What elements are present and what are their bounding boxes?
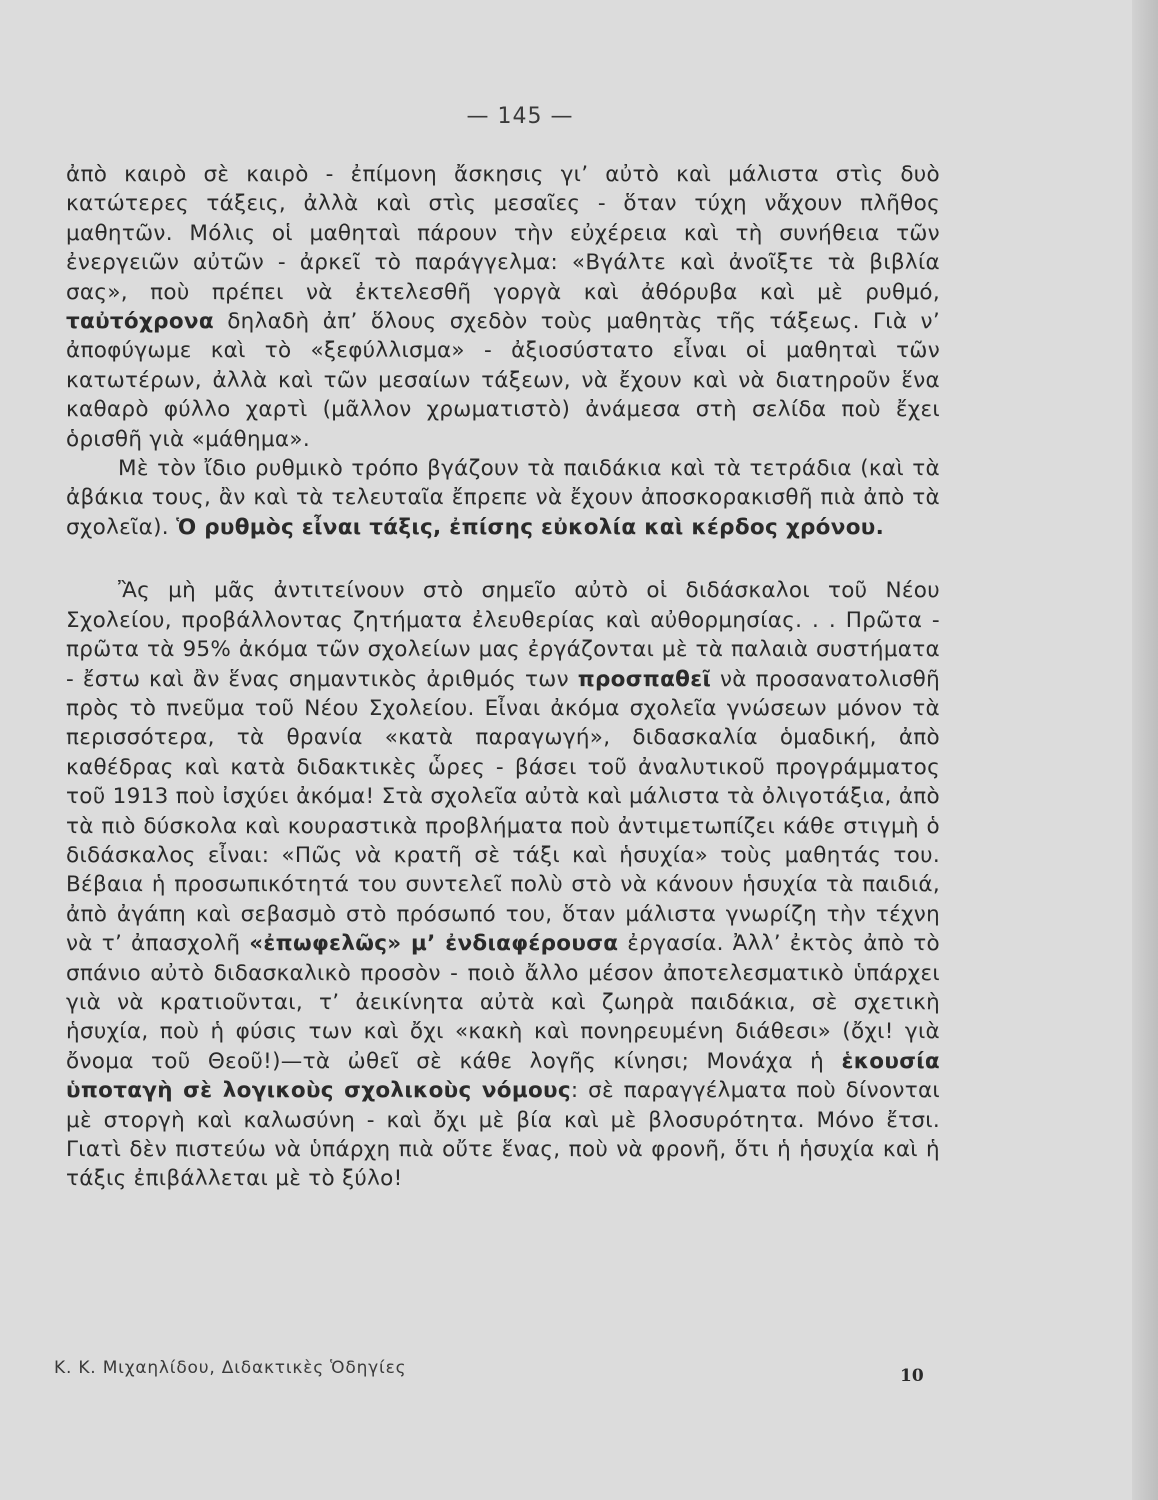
emphasis-text: ταὐτόχρονα bbox=[66, 309, 214, 335]
signature-number: 10 bbox=[900, 1366, 924, 1386]
paragraph-3 bbox=[66, 576, 940, 1194]
emphasis-text: ἑκουσία ὑποταγὴ σὲ λογικοὺς σχολικοὺς νόμους bbox=[66, 1048, 940, 1104]
body-run: : σὲ παραγγέλματα ποὺ δίνονται μὲ στοργὴ καὶ καλωσύνη - καὶ ὄχι μὲ βία καὶ μὲ βλοσυρότητα. Μόνο ἔτσι. Γιατὶ δὲν πιστεύω νὰ ὑπάρχη πιὰ οὔτε ἕνας, ποὺ νὰ φρονῆ, ὅτι ἡ ἡσυχία καὶ ἡ τάξις ἐπιβάλλεται μὲ τὸ ξύλο! bbox=[66, 1078, 940, 1192]
emphasis-text: «ἐπωφελῶς» μ’ ἐνδιαφέρουσα bbox=[249, 931, 619, 957]
body-run: Μὲ τὸν ἴδιο ρυθμικὸ τρόπο βγάζουν τὰ παιδάκια καὶ τὰ τετράδια (καὶ τὰ ἀβάκια τους, ἂν καὶ τὰ τελευταῖα ἔπρεπε νὰ ἔχουν ἀποσκορακισθῆ πιὰ ἀπὸ τὰ σχολεῖα). bbox=[66, 456, 940, 540]
body-text bbox=[66, 160, 940, 1194]
body-run: ἐργασία. Ἀλλ’ ἐκτὸς ἀπὸ τὸ σπάνιο αὐτὸ διδασκαλικὸ προσὸν - ποιὸ ἄλλο μέσον ἀποτελεσματικὸ ὑπάρχει γιὰ νὰ κρατιοῦνται, τ’ ἀεικίνητα αὐτὰ καὶ ζωηρὰ παιδάκια, σὲ σχετικὴ ἡσυχία, ποὺ ἡ φύσις των καὶ ὄχι «κακὴ καὶ πονηρευμένη διάθεσι» (ὄχι! γιὰ ὄνομα τοῦ Θεοῦ!)—τὰ ὠθεῖ σὲ κάθε λογῆς κίνησι; Μονάχα ἡ bbox=[66, 931, 940, 1074]
body-run: Ἂς μὴ μᾶς ἀντιτείνουν στὸ σημεῖο αὐτὸ οἱ διδάσκαλοι τοῦ Νέου Σχολείου, προβάλλοντας ζητήματα ἐλευθερίας καὶ αὐθορμησίας. . . Πρῶτα - πρῶτα τὰ 95% ἀκόμα τῶν σχολείων μας ἐργάζονται μὲ τὰ παλαιὰ συστήματα - ἔστω καὶ ἂν ἕνας σημαντικὸς ἀριθμός των bbox=[66, 578, 940, 692]
body-run: δηλαδὴ ἀπ’ ὅλους σχεδὸν τοὺς μαθητὰς τῆς τάξεως. Γιὰ ν’ ἀποφύγωμε καὶ τὸ «ξεφύλλισμα» - ἀξιοσύστατο εἶναι οἱ μαθηταὶ τῶν κατωτέρων, ἀλλὰ καὶ τῶν μεσαίων τάξεων, νὰ ἔχουν καὶ νὰ διατηροῦν ἕνα καθαρὸ φύλλο χαρτὶ (μᾶλλον χρωματιστὸ) ἀνάμεσα στὴ σελίδα ποὺ ἔχει ὁρισθῆ γιὰ «μάθημα». bbox=[66, 309, 940, 452]
emphasis-text: Ὁ ρυθμὸς εἶναι τάξις, ἐπίσης εὐκολία καὶ κέρδος χρόνου. bbox=[176, 514, 885, 540]
paragraph-1 bbox=[66, 160, 940, 454]
body-run: νὰ προσανατολισθῆ πρὸς τὸ πνεῦμα τοῦ Νέου Σχολείου. Εἶναι ἀκόμα σχολεῖα γνώσεων μόνον τὰ περισσότερα, τὰ θρανία «κατὰ παραγωγή», διδασκαλία ὁμαδική, ἀπὸ καθέδρας καὶ κατὰ διδακτικὲς ὧρες - βάσει τοῦ ἀναλυτικοῦ προγράμματος τοῦ 1913 ποὺ ἰσχύει ἀκόμα! Στὰ σχολεῖα αὐτὰ καὶ μάλιστα τὰ ὀλιγοτάξια, ἀπὸ τὰ πιὸ δύσκολα καὶ κουραστικὰ προβλήματα ποὺ ἀντιμετωπίζει κάθε στιγμὴ ὁ διδάσκαλος εἶναι: «Πῶς νὰ κρατῆ σὲ τάξι καὶ ἡσυχία» τοὺς μαθητάς του. Βέβαια ἡ προσωπικότητά του συντελεῖ πολὺ στὸ νὰ κάνουν ἡσυχία τὰ παιδιά, ἀπὸ ἀγάπη καὶ σεβασμὸ στὸ πρόσωπό του, ὅταν μάλιστα γνωρίζη τὴν τέχνη νὰ τ’ ἀπασχολῆ bbox=[66, 666, 941, 957]
page-number: — 145 — bbox=[466, 104, 574, 129]
paragraph-gap bbox=[66, 542, 940, 576]
page-edge-shadow bbox=[1132, 0, 1158, 1500]
emphasis-text: προσπαθεῖ bbox=[577, 666, 712, 692]
paragraph-2 bbox=[66, 454, 940, 542]
body-run: ἀπὸ καιρὸ σὲ καιρὸ - ἐπίμονη ἄσκησις γι’ αὐτὸ καὶ μάλιστα στὶς δυὸ κατώτερες τάξεις, ἀλλὰ καὶ στὶς μεσαῖες - ὅταν τύχη νἄχουν πλῆθος μαθητῶν. Μόλις οἱ μαθηταὶ πάρουν τὴν εὐχέρεια καὶ τὴ συνήθεια τῶν ἐνεργειῶν αὐτῶν - ἀρκεῖ τὸ παράγγελμα: «Βγάλτε καὶ ἀνοῖξτε τὰ βιβλία σας», ποὺ πρέπει νὰ ἐκτελεσθῆ γοργὰ καὶ ἀθόρυβα καὶ μὲ ρυθμό, bbox=[66, 162, 940, 305]
footer-credit: Κ. Κ. Μιχαηλίδου, Διδακτικὲς Ὁδηγίες bbox=[54, 1358, 407, 1378]
